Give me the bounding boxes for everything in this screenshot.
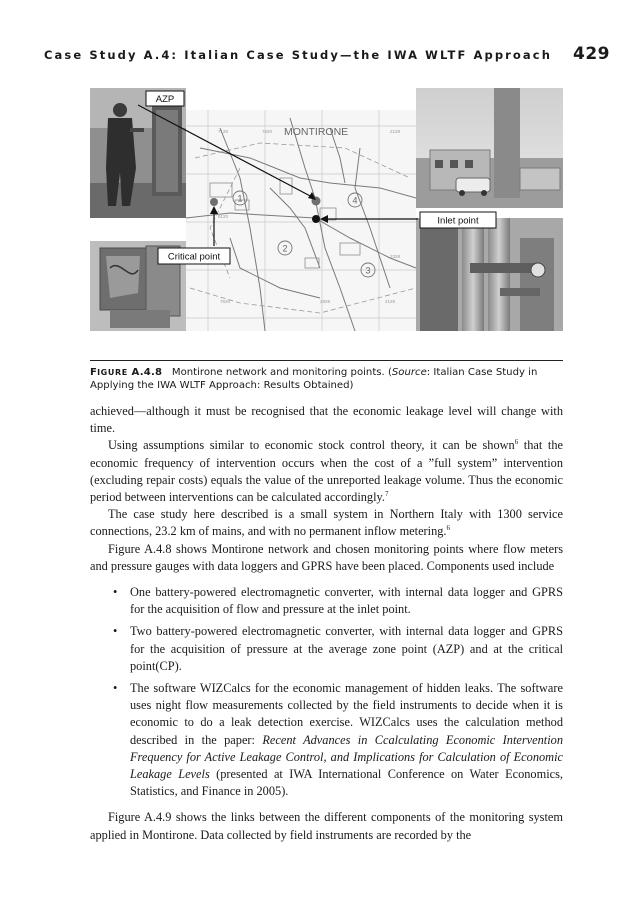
list-item: • Two battery-powered electromagnetic converter, with internal data logger and GPRS for the acquisition of pressure at the average zone point (AZP) and at the critical point(CP). bbox=[113, 624, 563, 673]
svg-text:2128: 2128 bbox=[385, 299, 396, 304]
svg-text:6120: 6120 bbox=[218, 214, 229, 219]
running-head bbox=[44, 44, 610, 66]
paragraph-2: Using assumptions similar to economic stock control theory, it can be shown$^6$ that the economic frequency of intervention occurs when the cost of a ”full system” intervention (excluding repair costs) equals the value of the unreported leakage volume. Thus the economic period between interventions can be calculated accordingly.$^7$ bbox=[90, 438, 563, 505]
map-title: MONTIRONE bbox=[284, 126, 349, 138]
paragraph-4: Figure A.4.8 shows Montirone network and chosen monitoring points where flow meters and pressure gauges with data loggers and GPRS have been placed. Components used include bbox=[90, 541, 563, 573]
components-list bbox=[90, 584, 563, 800]
paragraph-1: achieved—although it must be recognised that the economic leakage level will change with time. bbox=[90, 404, 563, 436]
svg-text:7120: 7120 bbox=[218, 129, 229, 134]
callout-azp-label: AZP bbox=[155, 94, 175, 105]
paragraph-3: The case study here described is a small system in Northern Italy with 1300 service connections, 23.2 km of mains, and with no permanent inflow metering.$^6$ bbox=[90, 507, 563, 539]
running-title: Case Study A.4: Italian Case Study—the IWA WLTF Approach bbox=[44, 48, 552, 62]
zone-number-4: 4 bbox=[352, 195, 358, 206]
list-item: • The software WIZCalcs for the economic management of hidden leaks. The software uses night flow measurements collected by the field instruments to decide when it is economic to do a leak detection exercise. WIZCalcs uses the calculation method described in the paper: Recent Advances in Ccalculating Economic Intervention Frequency for Active Leakage Control, and Implications for Calculation of Economic Leakage Levels (presented at IWA International Conference on Water Economics, Statistics, and Finance in 2005). bbox=[113, 681, 563, 799]
callout-azp bbox=[146, 91, 184, 106]
svg-text:2828: 2828 bbox=[320, 299, 331, 304]
figure-montirone bbox=[90, 88, 563, 331]
zone-number-3: 3 bbox=[365, 265, 371, 276]
svg-text:2128: 2128 bbox=[390, 129, 401, 134]
photo-buildings bbox=[416, 88, 563, 208]
caption-text: Montirone network and monitoring points. ( bbox=[171, 367, 392, 378]
caption-source-label: Source bbox=[391, 367, 427, 378]
svg-text:2328: 2328 bbox=[390, 254, 401, 259]
callout-critical-point bbox=[158, 248, 230, 264]
list-item: • One battery-powered electromagnetic converter, with internal data logger and GPRS for the acquisition of flow and pressure at the inlet point. bbox=[113, 585, 563, 617]
callout-inlet-label: Inlet point bbox=[437, 215, 479, 227]
photo-inlet-pipes bbox=[416, 215, 563, 331]
photo-azp-technician bbox=[90, 88, 186, 218]
network-map bbox=[186, 110, 416, 331]
figure-composite bbox=[90, 88, 563, 331]
zone-number-1: 1 bbox=[237, 193, 243, 204]
page-number: 429 bbox=[573, 44, 610, 64]
paragraph-5: Figure A.4.9 shows the links between the different components of the monitoring system applied in Montirone. Data collected by field instruments are recorded by the bbox=[90, 810, 563, 842]
callout-critical-label: Critical point bbox=[167, 251, 221, 263]
figure-caption bbox=[90, 366, 565, 393]
svg-text:7620: 7620 bbox=[220, 299, 231, 304]
zone-number-2: 2 bbox=[282, 243, 288, 254]
body-text bbox=[90, 403, 563, 844]
caption-source-text: : Italian Case Study in Applying the IWA WLTF Approach: Results Obtained) bbox=[90, 367, 538, 392]
callout-inlet-point bbox=[420, 212, 496, 228]
caption-rule bbox=[90, 360, 563, 361]
figure-label: FIGURE A.4.8 bbox=[90, 367, 163, 378]
svg-text:7620: 7620 bbox=[262, 129, 273, 134]
